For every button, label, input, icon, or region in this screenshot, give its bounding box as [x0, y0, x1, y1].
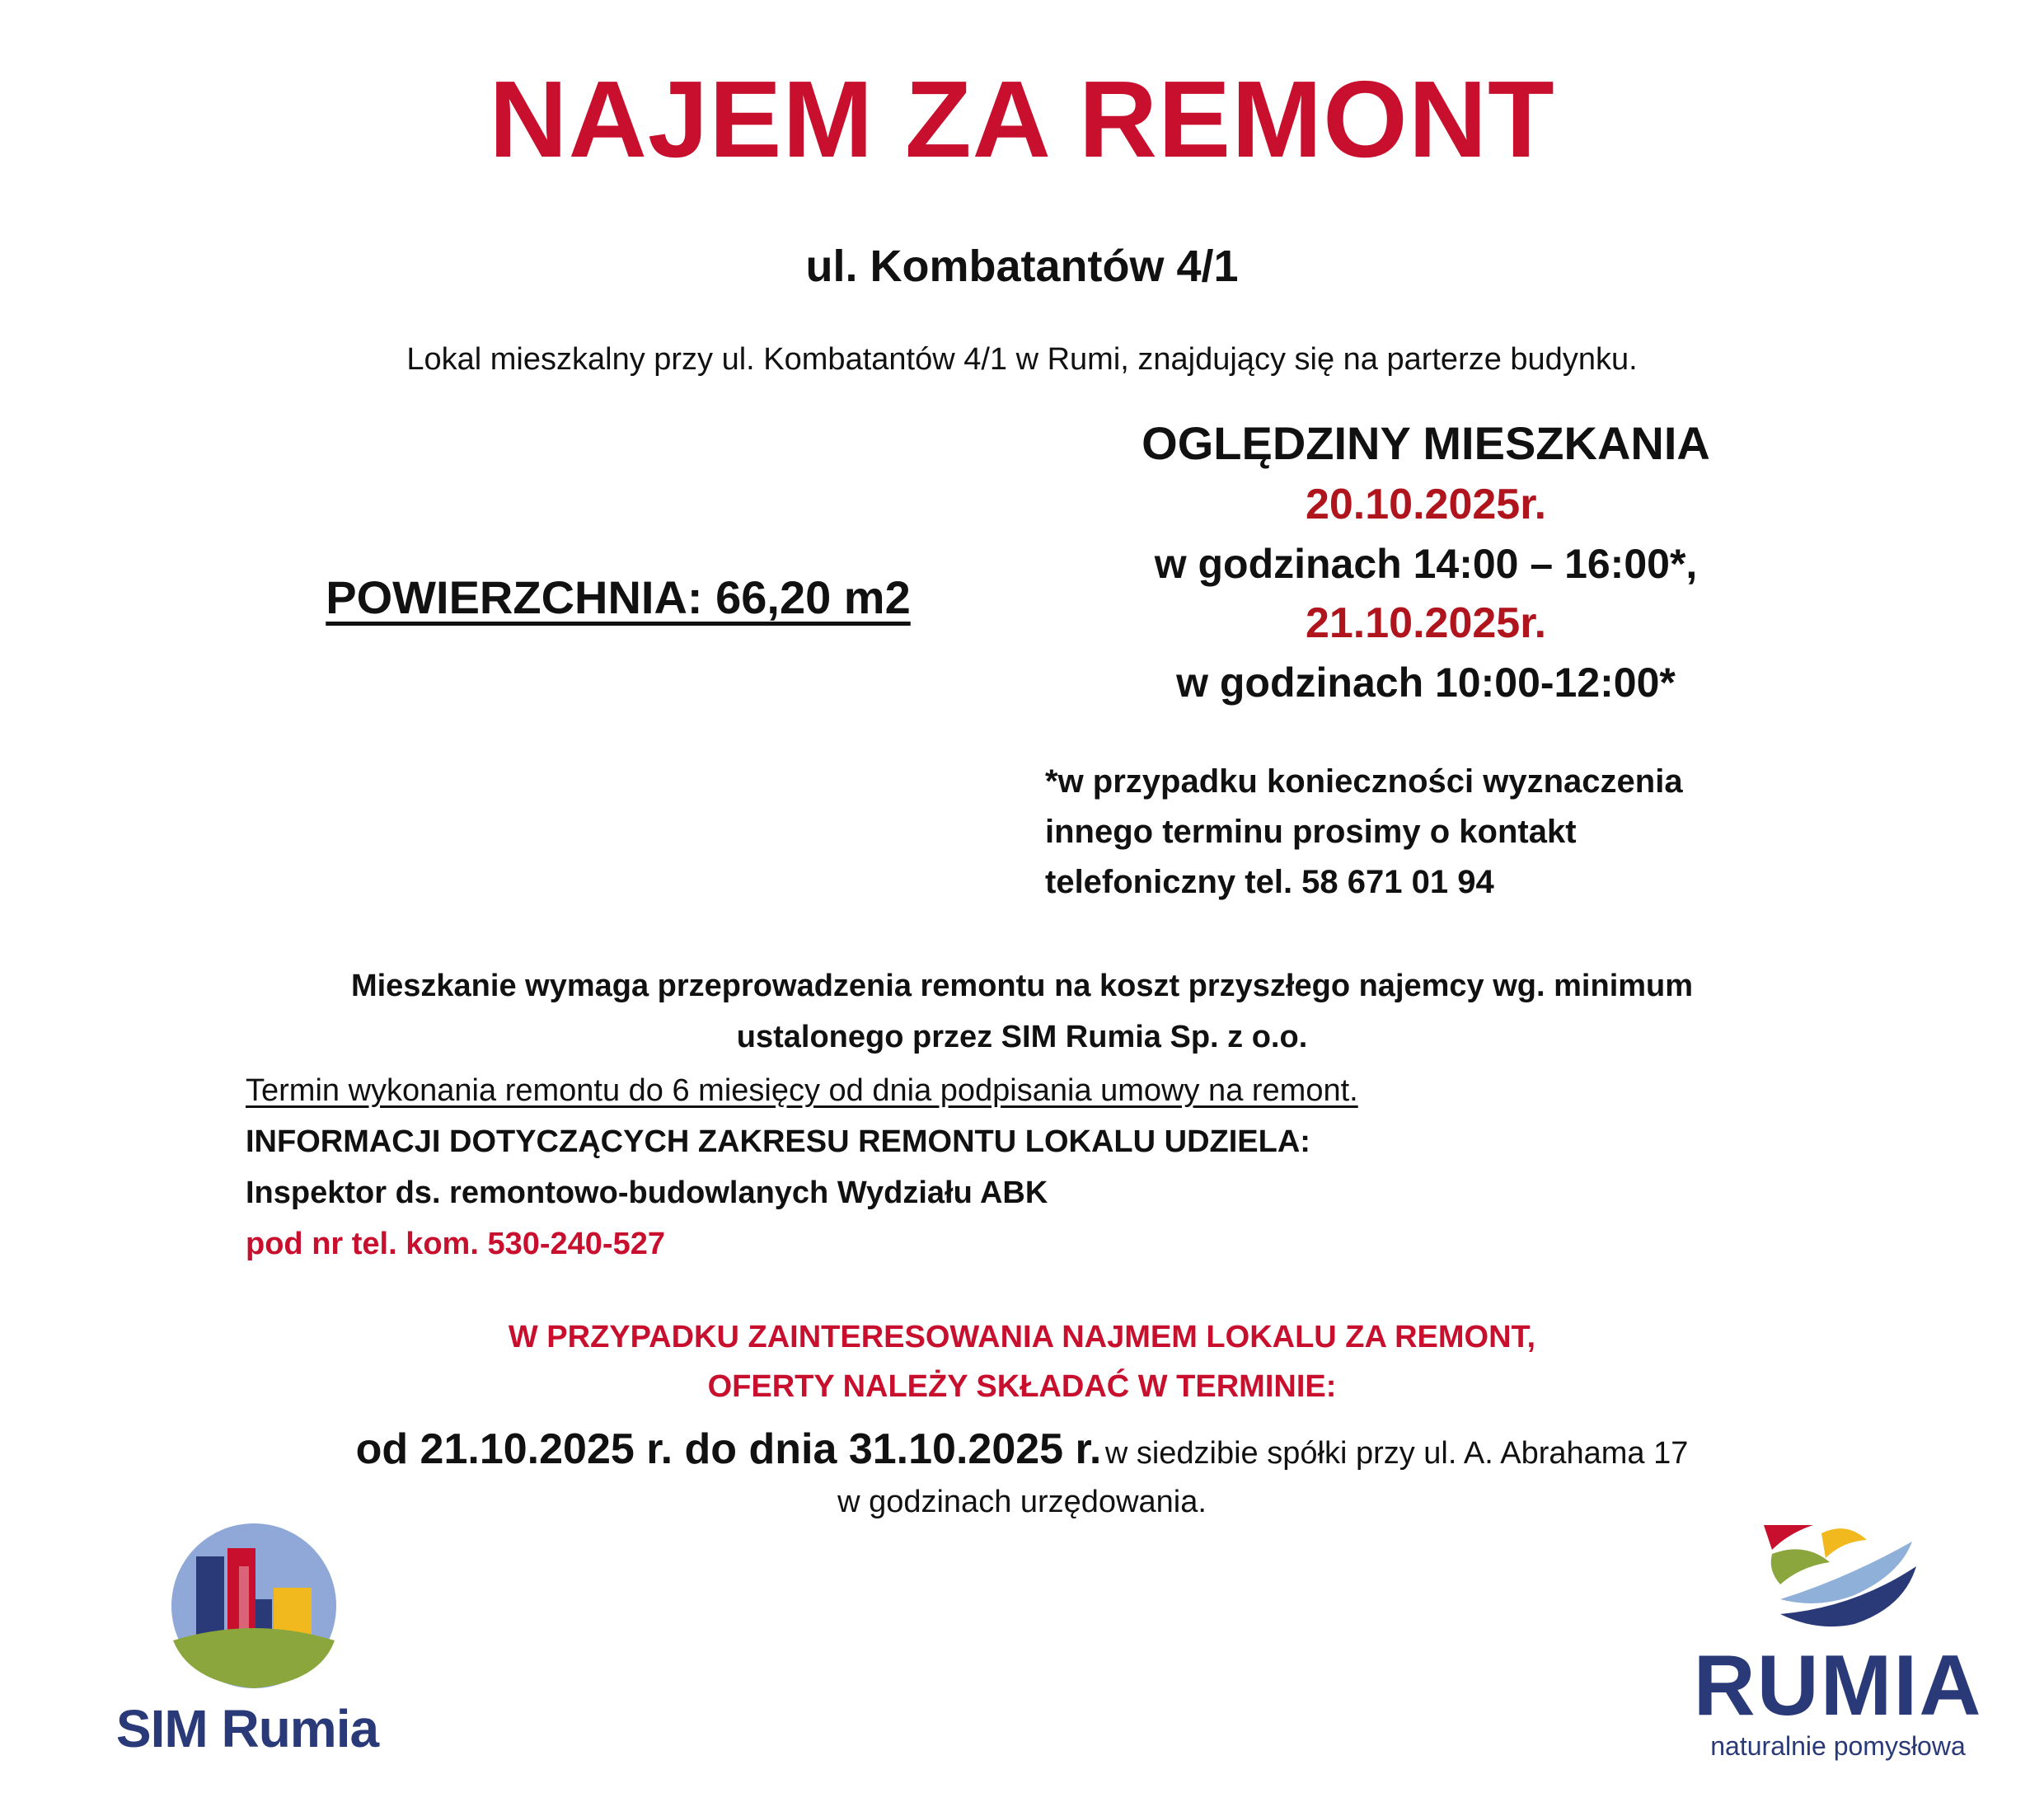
- viewing-heading: OGLĘDZINY MIESZKANIA: [1142, 417, 1710, 469]
- contact-note-line: innego terminu prosimy o kontakt: [1045, 814, 1577, 850]
- viewing-time-2: w godzinach 10:00-12:00*: [1176, 659, 1676, 706]
- address-heading: ul. Kombatantów 4/1: [805, 242, 1239, 291]
- repair-info: [246, 1065, 1812, 1270]
- inspector-label: Inspektor ds. remontowo-budowlanych Wydziału ABK: [246, 1176, 1048, 1210]
- repair-requirement: [0, 960, 2044, 1063]
- viewing-date-2: 21.10.2025r.: [1305, 599, 1547, 647]
- repair-line: Mieszkanie wymaga przeprowadzenia remontu na koszt przyszłego najemcy wg. minimum: [350, 969, 1694, 1003]
- area-label: POWIERZCHNIA: 66,20 m2: [326, 571, 911, 623]
- inspector-phone: pod nr tel. kom. 530-240-527: [246, 1227, 665, 1261]
- office-hours: w godzinach urzędowania.: [837, 1485, 1207, 1519]
- repair-line: ustalonego przez SIM Rumia Sp. z o.o.: [736, 1020, 1308, 1054]
- repair-deadline: Termin wykonania remontu do 6 miesięcy od dnia podpisania umowy na remont.: [246, 1073, 1358, 1108]
- viewing-date-1: 20.10.2025r.: [1305, 481, 1547, 528]
- rumia-logo-yellow: [1821, 1528, 1867, 1558]
- interest-line: OFERTY NALEŻY SKŁADAĆ W TERMINIE:: [707, 1369, 1337, 1404]
- contact-note: [1045, 757, 1787, 908]
- offer-dates: od 21.10.2025 r. do dnia 31.10.2025 r.: [355, 1425, 1102, 1473]
- flat-description: Lokal mieszkalny przy ul. Kombatantów 4/1 w Rumi, znajdujący się na parterze budynku.: [406, 342, 1638, 377]
- rumia-logo-red: [1764, 1525, 1813, 1550]
- rumia-logo-green: [1771, 1549, 1830, 1584]
- page-title: NAJEM ZA REMONT: [489, 59, 1555, 180]
- rumia-city-logo: [1756, 1517, 1920, 1640]
- rumia-tagline: naturalnie pomysłowa: [1710, 1731, 1966, 1761]
- contact-note-line: telefoniczny tel. 58 671 01 94: [1045, 864, 1494, 900]
- sim-rumia-label: SIM Rumia: [115, 1699, 379, 1758]
- viewing-schedule: [1030, 412, 1821, 712]
- viewing-time-1: w godzinach 14:00 – 16:00*,: [1154, 541, 1698, 587]
- interest-notice: [0, 1312, 2044, 1411]
- contact-note-line: *w przypadku konieczności wyznaczenia: [1045, 763, 1683, 800]
- sim-logo-hill: [173, 1628, 335, 1688]
- offer-location: w siedzibie spółki przy ul. A. Abrahama 17: [1104, 1436, 1689, 1471]
- rumia-label: RUMIA: [1693, 1638, 1983, 1734]
- scope-heading: INFORMACJI DOTYCZĄCYCH ZAKRESU REMONTU LOKALU UDZIELA:: [246, 1124, 1310, 1159]
- interest-line: W PRZYPADKU ZAINTERESOWANIA NAJMEM LOKALU ZA REMONT,: [508, 1320, 1536, 1354]
